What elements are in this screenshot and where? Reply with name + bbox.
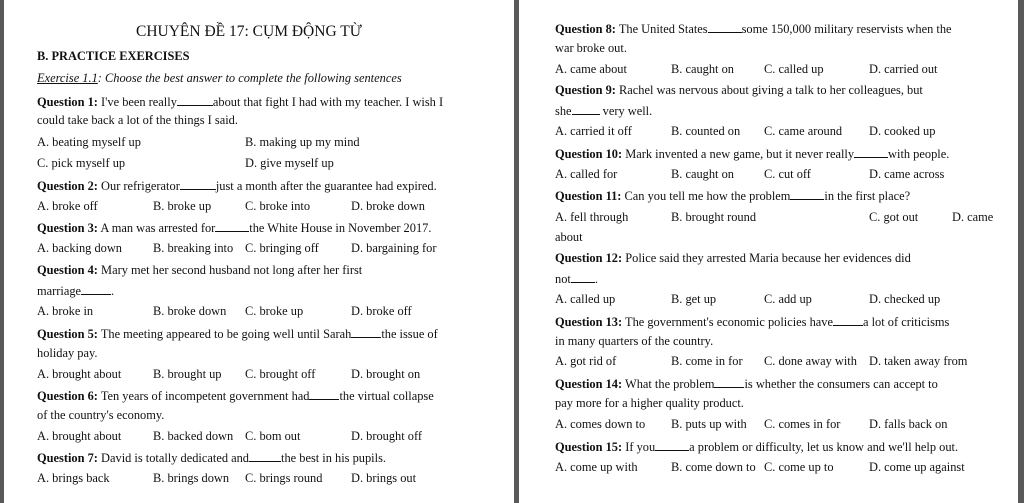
option-b: B. puts up with bbox=[671, 417, 747, 431]
question-label: Question 1: bbox=[37, 95, 98, 109]
answer-blank bbox=[655, 440, 689, 451]
option-c: C. got out bbox=[869, 210, 919, 224]
option-c: C. comes in for bbox=[764, 417, 841, 431]
question-text: the virtual collapse bbox=[339, 389, 434, 403]
question-label: Question 6: bbox=[37, 389, 98, 403]
question-text: the issue of bbox=[381, 327, 438, 341]
option-c: C. add up bbox=[764, 292, 812, 306]
page-title: CHUYÊN ĐỀ 17: CỤM ĐỘNG TỪ bbox=[136, 23, 362, 40]
question-text: the White House in November 2017. bbox=[249, 221, 432, 235]
option-a: A. brought about bbox=[37, 367, 122, 381]
option-c: C. pick myself up bbox=[37, 156, 126, 170]
option-c: C. bom out bbox=[245, 429, 301, 443]
question-text: David is totally dedicated and bbox=[101, 451, 250, 465]
question-text: she bbox=[555, 104, 572, 118]
question-label: Question 12: bbox=[555, 251, 623, 265]
option-d: D. came across bbox=[869, 167, 945, 181]
question-text: is whether the consumers can accept to bbox=[744, 377, 938, 391]
option-a: A. got rid of bbox=[555, 354, 617, 368]
option-a: A. broke in bbox=[37, 304, 94, 318]
option-b: B. backed down bbox=[153, 429, 234, 443]
question-6 bbox=[37, 389, 434, 402]
question-text: just a month after the guarantee had expired. bbox=[215, 179, 437, 193]
question-text: Can you tell me how the problem bbox=[624, 189, 791, 203]
question-text: The United States bbox=[618, 22, 708, 36]
question-label: Question 5: bbox=[37, 327, 98, 341]
option-b: B. brings down bbox=[153, 471, 230, 485]
answer-blank bbox=[708, 22, 742, 33]
answer-blank bbox=[714, 377, 744, 388]
option-d: D. taken away from bbox=[869, 354, 968, 368]
page-border-right bbox=[1018, 0, 1024, 503]
answer-blank bbox=[215, 221, 249, 232]
option-c: C. come up to bbox=[764, 460, 834, 474]
question-text: in the first place? bbox=[824, 189, 911, 203]
option-c: C. broke into bbox=[245, 199, 311, 213]
option-a: A. fell through bbox=[555, 210, 629, 224]
exercise-instruction bbox=[37, 72, 402, 84]
question-text: Mark invented a new game, but it never really bbox=[625, 147, 855, 161]
option-d: D. carried out bbox=[869, 62, 938, 76]
answer-blank bbox=[790, 189, 824, 200]
option-c: C. came around bbox=[764, 124, 843, 138]
question-12-continued bbox=[555, 272, 598, 285]
right-page bbox=[519, 0, 1018, 503]
question-4-continued bbox=[37, 284, 114, 297]
option-a: A. called for bbox=[555, 167, 618, 181]
option-a: A. brought about bbox=[37, 429, 122, 443]
option-c: C. done away with bbox=[764, 354, 857, 368]
question-text: . bbox=[111, 284, 115, 298]
option-b: B. breaking into bbox=[153, 241, 234, 255]
question-label: Question 15: bbox=[555, 440, 623, 454]
question-text: the best in his pupils. bbox=[281, 451, 386, 465]
option-c: C. broke up bbox=[245, 304, 304, 318]
option-d: D. bargaining for bbox=[351, 241, 437, 255]
answer-blank bbox=[572, 104, 600, 115]
question-14 bbox=[555, 377, 938, 390]
question-2 bbox=[37, 179, 437, 192]
question-label: Question 4: bbox=[37, 263, 98, 277]
question-text: Police said they arrested Maria because her evidences did bbox=[625, 251, 911, 265]
question-text: marriage bbox=[37, 284, 82, 298]
option-d: D. brought off bbox=[351, 429, 423, 443]
option-b: B. making up my mind bbox=[245, 135, 360, 149]
exercise-text: : Choose the best answer to complete the following sentences bbox=[97, 71, 402, 85]
question-text: Mary met her second husband not long after her first bbox=[101, 263, 363, 277]
section-heading: B. PRACTICE EXERCISES bbox=[37, 49, 190, 63]
option-b: B. caught on bbox=[671, 62, 734, 76]
option-d: D. broke down bbox=[351, 199, 425, 213]
question-11 bbox=[555, 189, 910, 202]
question-text: I've been really bbox=[101, 95, 177, 109]
question-13-continued: in many quarters of the country. bbox=[555, 334, 714, 348]
question-text: some 150,000 military reservists when the bbox=[741, 22, 952, 36]
question-13 bbox=[555, 315, 949, 328]
question-text: The government's economic policies have bbox=[625, 315, 833, 329]
question-text: a lot of criticisms bbox=[863, 315, 950, 329]
question-label: Question 7: bbox=[37, 451, 98, 465]
question-12 bbox=[555, 252, 911, 264]
question-text: not bbox=[555, 272, 571, 286]
left-page bbox=[4, 0, 514, 503]
question-text: a problem or difficulty, let us know and we'll help out. bbox=[689, 440, 959, 454]
option-c: C. cut off bbox=[764, 167, 811, 181]
option-d: D. come up against bbox=[869, 460, 965, 474]
question-text: A man was arrested for bbox=[100, 221, 216, 235]
option-b: B. brought up bbox=[153, 367, 222, 381]
option-b: B. brought round bbox=[671, 210, 757, 224]
option-b: B. come in for bbox=[671, 354, 743, 368]
answer-blank bbox=[351, 327, 381, 338]
question-14-continued: pay more for a higher quality product. bbox=[555, 396, 744, 410]
question-label: Question 9: bbox=[555, 83, 616, 97]
answer-blank bbox=[81, 284, 111, 295]
question-5-continued: holiday pay. bbox=[37, 346, 98, 360]
question-text: with people. bbox=[888, 147, 950, 161]
question-15 bbox=[555, 440, 958, 453]
option-d: D. came bbox=[952, 210, 994, 224]
question-text: Our refrigerator bbox=[101, 179, 180, 193]
question-1 bbox=[37, 95, 443, 108]
option-b: B. get up bbox=[671, 292, 717, 306]
question-1-continued: could take back a lot of the things I said. bbox=[37, 113, 238, 127]
option-a: A. carried it off bbox=[555, 124, 632, 138]
question-4 bbox=[37, 264, 362, 276]
question-7 bbox=[37, 451, 386, 464]
question-6-continued: of the country's economy. bbox=[37, 408, 165, 422]
question-label: Question 2: bbox=[37, 179, 98, 193]
option-a: A. beating myself up bbox=[37, 135, 141, 149]
option-a: A. come up with bbox=[555, 460, 638, 474]
option-c: C. called up bbox=[764, 62, 824, 76]
option-d: D. broke off bbox=[351, 304, 412, 318]
answer-blank bbox=[180, 179, 216, 190]
option-c: C. bringing off bbox=[245, 241, 319, 255]
option-b: B. caught on bbox=[671, 167, 734, 181]
question-label: Question 8: bbox=[555, 22, 616, 36]
question-label: Question 10: bbox=[555, 147, 623, 161]
option-d: D. brings out bbox=[351, 471, 417, 485]
option-b: B. come down to bbox=[671, 460, 756, 474]
answer-blank bbox=[177, 95, 213, 106]
question-8 bbox=[555, 22, 952, 35]
option-b: B. broke up bbox=[153, 199, 212, 213]
question-text: The meeting appeared to be going well until Sarah bbox=[100, 327, 352, 341]
option-b: B. counted on bbox=[671, 124, 741, 138]
option-d-continued: about bbox=[555, 230, 583, 244]
answer-blank bbox=[854, 147, 888, 158]
question-10 bbox=[555, 147, 949, 160]
question-text: If you bbox=[625, 440, 656, 454]
question-9 bbox=[555, 84, 923, 96]
option-d: D. checked up bbox=[869, 292, 941, 306]
option-a: A. brings back bbox=[37, 471, 110, 485]
option-a: A. broke off bbox=[37, 199, 98, 213]
option-a: A. called up bbox=[555, 292, 616, 306]
answer-blank bbox=[249, 451, 281, 462]
question-text: Ten years of incompetent government had bbox=[100, 389, 310, 403]
option-c: C. brings round bbox=[245, 471, 323, 485]
question-3 bbox=[37, 221, 431, 234]
exercise-label: Exercise 1.1 bbox=[37, 71, 98, 85]
option-d: D. cooked up bbox=[869, 124, 936, 138]
question-label: Question 13: bbox=[555, 315, 623, 329]
option-b: B. broke down bbox=[153, 304, 227, 318]
answer-blank bbox=[309, 389, 339, 400]
option-d: D. give myself up bbox=[245, 156, 334, 170]
option-d: D. brought on bbox=[351, 367, 421, 381]
option-a: A. comes down to bbox=[555, 417, 646, 431]
question-8-continued: war broke out. bbox=[555, 41, 627, 55]
question-text: very well. bbox=[602, 104, 653, 118]
question-text: What the problem bbox=[625, 377, 715, 391]
question-text: . bbox=[594, 272, 598, 286]
option-a: A. came about bbox=[555, 62, 627, 76]
question-text: Rachel was nervous about giving a talk to her colleagues, but bbox=[619, 83, 923, 97]
question-5 bbox=[37, 327, 438, 340]
question-9-continued bbox=[555, 104, 652, 117]
answer-blank bbox=[833, 315, 863, 326]
question-label: Question 3: bbox=[37, 221, 98, 235]
answer-blank bbox=[571, 272, 595, 283]
option-d: D. falls back on bbox=[869, 417, 948, 431]
question-label: Question 11: bbox=[555, 189, 622, 203]
option-a: A. backing down bbox=[37, 241, 122, 255]
option-c: C. brought off bbox=[245, 367, 316, 381]
question-text: about that fight I had with my teacher. I wish I bbox=[212, 95, 444, 109]
question-label: Question 14: bbox=[555, 377, 623, 391]
